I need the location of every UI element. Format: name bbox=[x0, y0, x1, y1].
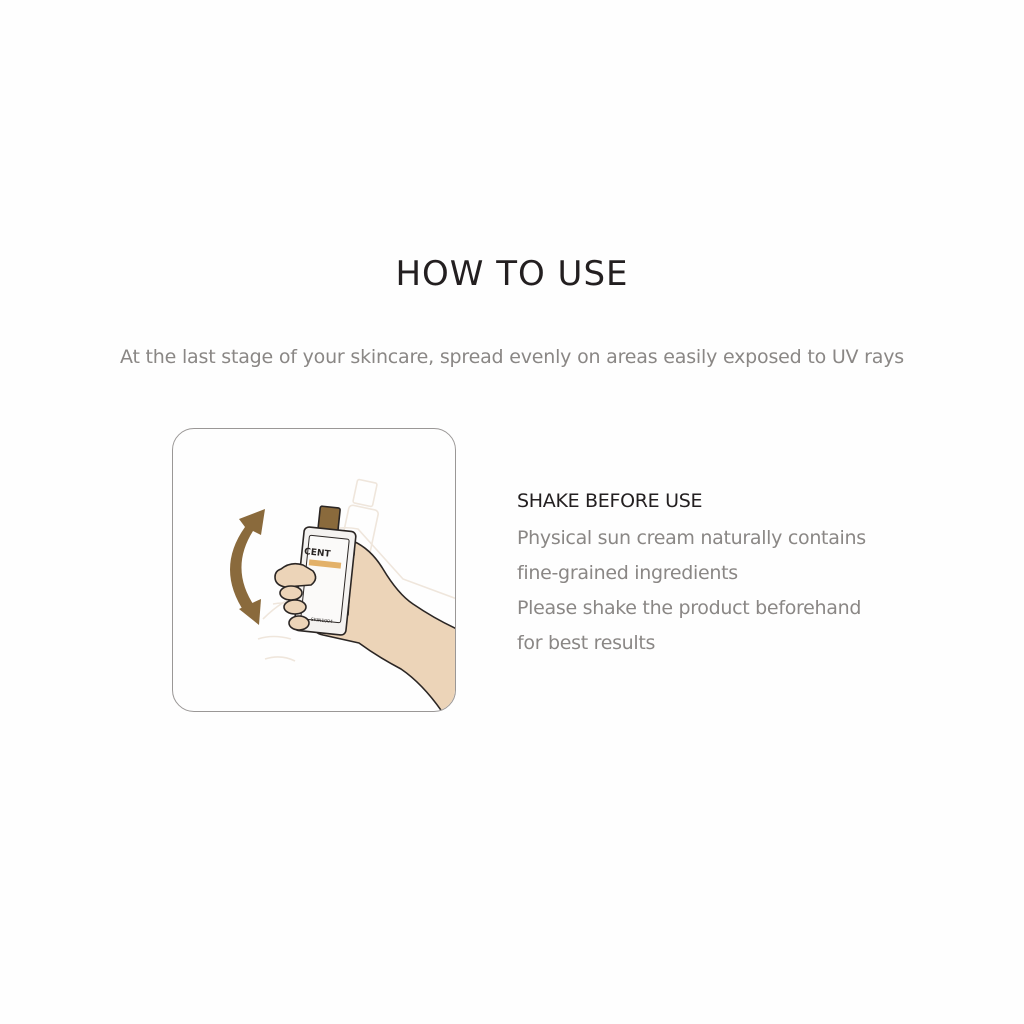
step-line: fine-grained ingredients bbox=[517, 562, 738, 584]
step-line: for best results bbox=[517, 632, 656, 654]
step-title: SHAKE BEFORE USE bbox=[517, 490, 703, 512]
step-line: Please shake the product beforehand bbox=[517, 597, 862, 619]
bottle-label: CENT bbox=[303, 547, 331, 560]
illustration-card bbox=[172, 428, 456, 712]
page-title: HOW TO USE bbox=[395, 254, 629, 294]
step-shake bbox=[517, 486, 977, 661]
step-line: Physical sun cream naturally contains bbox=[517, 527, 866, 549]
page-subtitle: At the last stage of your skincare, spread evenly on areas easily exposed to UV rays bbox=[120, 346, 904, 368]
bottle-brand: SKIN1004 bbox=[310, 617, 333, 626]
curved-double-arrow-icon bbox=[230, 509, 265, 625]
hand-shaking-bottle-icon bbox=[173, 429, 456, 712]
